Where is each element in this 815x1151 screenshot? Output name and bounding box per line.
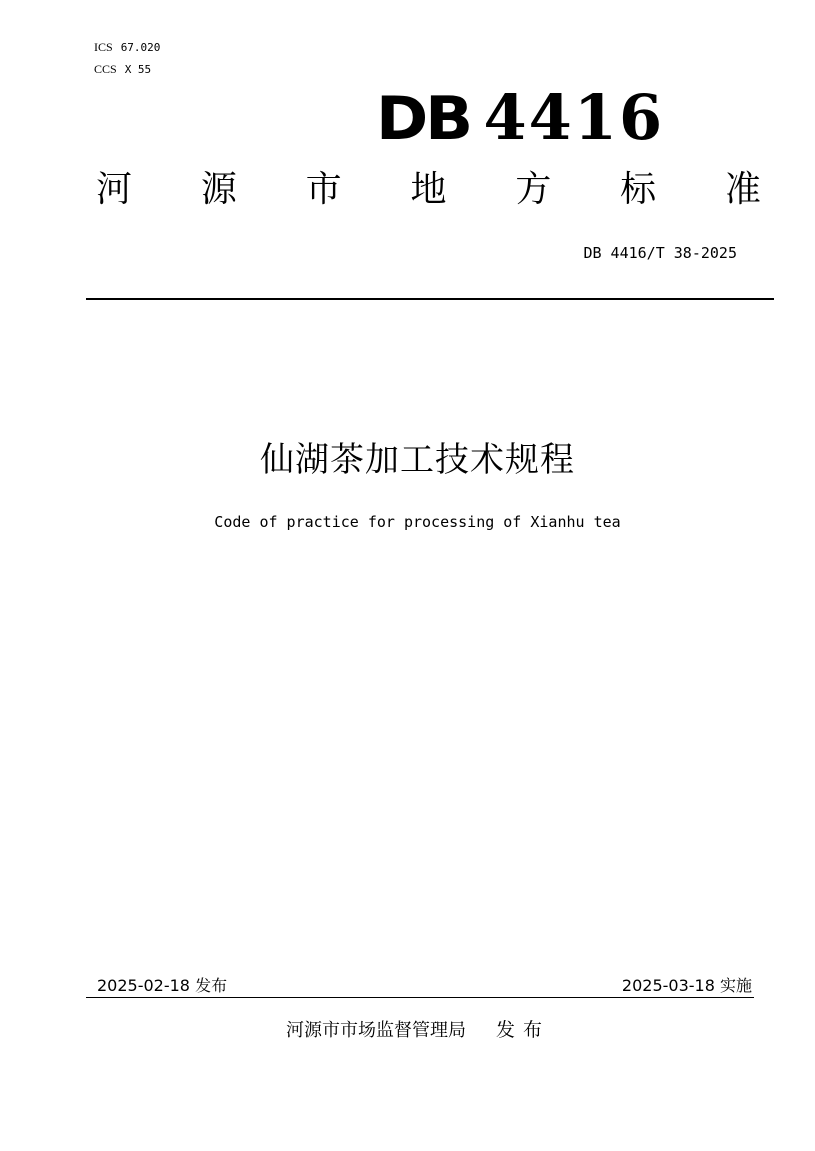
standard-type-char: 河 xyxy=(96,169,133,210)
document-title-en: Code of practice for processing of Xianhu tea xyxy=(214,513,621,531)
document-title-zh: 仙湖茶加工技术规程 xyxy=(260,440,575,480)
ccs-code: X 55 xyxy=(124,63,152,76)
standard-type-char: 方 xyxy=(515,169,552,210)
ics-classification xyxy=(94,40,160,55)
ccs-label: CCS xyxy=(94,62,117,76)
standard-number: DB 4416/T 38-2025 xyxy=(583,244,737,262)
issuer-action: 发布 xyxy=(496,1019,551,1041)
ccs-classification xyxy=(94,62,151,77)
db-logo-letters: DB xyxy=(376,84,471,154)
standard-type-char: 源 xyxy=(200,169,237,210)
ics-label: ICS xyxy=(94,40,113,54)
standard-type-char: 标 xyxy=(620,169,657,210)
top-divider xyxy=(86,298,774,300)
issuer-line xyxy=(286,1015,550,1042)
standard-type-char: 市 xyxy=(305,169,342,210)
standard-type-heading xyxy=(96,168,761,212)
ics-code: 67.020 xyxy=(120,41,161,54)
db-logo-number: 4416 xyxy=(483,81,665,154)
issue-date: 2025-02-18 发布 xyxy=(97,976,228,995)
bottom-divider xyxy=(86,997,754,998)
standard-type-char: 准 xyxy=(724,169,761,210)
issuer-name: 河源市市场监督管理局 xyxy=(286,1020,466,1041)
implementation-date: 2025-03-18 实施 xyxy=(621,976,752,995)
db-logo xyxy=(376,81,665,154)
standard-type-char: 地 xyxy=(410,169,447,210)
